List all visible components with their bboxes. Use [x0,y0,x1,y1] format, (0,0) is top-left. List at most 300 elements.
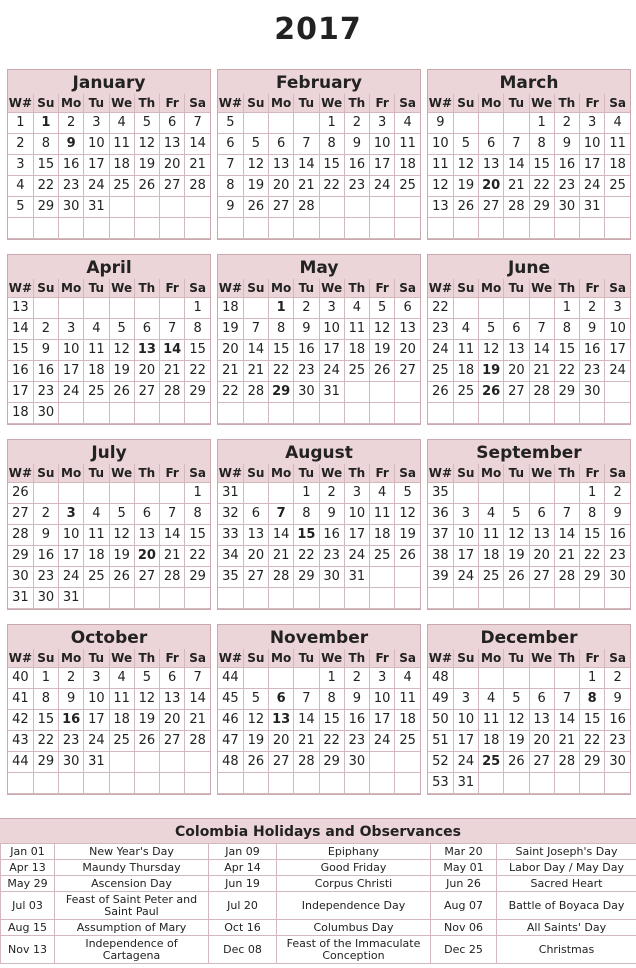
holiday-name: Sacred Heart [497,876,636,892]
day-cell: 2 [344,113,369,134]
day-cell [580,218,605,239]
week-row [8,218,210,239]
month-november [217,624,421,795]
week-row [218,689,420,710]
week-number: 27 [8,504,33,525]
day-cell: 17 [319,340,344,361]
week-row [428,773,630,794]
day-cell: 10 [59,340,84,361]
day-cell: 19 [134,155,159,176]
day-cell [160,197,185,218]
week-number [428,403,453,424]
day-cell: 9 [59,134,84,155]
day-cell: 3 [59,504,84,525]
day-cell [109,752,134,773]
week-number: 13 [428,197,453,218]
day-cell: 19 [134,710,159,731]
day-cell: 19 [109,546,134,567]
weekday-header: Tu [294,464,319,483]
weekday-header: Tu [84,279,109,298]
day-cell: 22 [580,546,605,567]
day-cell [554,588,579,609]
day-cell [479,773,504,794]
day-cell [243,483,268,504]
day-cell [580,773,605,794]
holiday-date: Dec 08 [209,936,277,964]
week-number: 11 [428,155,453,176]
day-cell: 29 [294,567,319,588]
day-cell [33,773,58,794]
day-cell: 14 [269,525,294,546]
week-number: 51 [428,731,453,752]
day-cell: 26 [243,752,268,773]
day-cell [109,483,134,504]
day-cell: 2 [554,113,579,134]
day-cell: 15 [185,340,210,361]
day-cell: 18 [479,546,504,567]
day-cell [160,752,185,773]
month-september [427,439,631,610]
week-row [8,668,210,689]
month-name: February [218,70,420,94]
day-cell: 5 [504,689,529,710]
week-row [218,218,420,239]
weekday-header: We [529,649,554,668]
day-cell: 25 [395,176,420,197]
day-cell [453,483,478,504]
month-name: October [8,625,210,649]
day-cell: 21 [269,546,294,567]
week-number: 24 [428,340,453,361]
holiday-name: Battle of Boyaca Day [497,892,636,920]
day-cell [479,483,504,504]
day-cell: 20 [504,361,529,382]
day-cell: 30 [580,382,605,403]
day-cell [504,218,529,239]
day-cell [605,218,630,239]
day-cell: 22 [554,361,579,382]
day-cell [84,403,109,424]
holiday-date: Dec 25 [431,936,497,964]
holiday-date: Mar 20 [431,844,497,860]
day-cell [319,403,344,424]
day-cell [504,403,529,424]
holiday-row [1,844,636,860]
day-cell: 5 [109,319,134,340]
day-cell: 16 [344,155,369,176]
day-cell: 28 [185,731,210,752]
day-cell: 25 [84,382,109,403]
week-row [428,504,630,525]
day-cell [269,773,294,794]
day-cell: 19 [243,731,268,752]
weekday-header: Fr [370,94,395,113]
weekday-header: Su [243,649,268,668]
day-cell: 22 [269,361,294,382]
day-cell: 16 [344,710,369,731]
day-cell: 30 [33,588,58,609]
day-cell: 2 [59,668,84,689]
day-cell [109,773,134,794]
day-cell: 27 [134,382,159,403]
week-row [428,113,630,134]
day-cell [319,773,344,794]
week-number: 4 [8,176,33,197]
month-name: August [218,440,420,464]
day-cell: 24 [344,546,369,567]
day-cell: 29 [185,382,210,403]
weekday-header: Mo [59,464,84,483]
day-cell: 7 [185,668,210,689]
month-january [7,69,211,240]
day-cell: 11 [84,525,109,546]
weekday-header: Fr [580,649,605,668]
week-number: 35 [218,567,243,588]
weekday-header: Sa [395,464,420,483]
weekday-header: W# [218,94,243,113]
weekday-header: We [109,464,134,483]
day-cell: 20 [160,155,185,176]
day-cell: 4 [395,668,420,689]
day-cell [160,483,185,504]
day-cell: 21 [554,731,579,752]
day-cell: 2 [605,483,630,504]
day-cell: 1 [269,298,294,319]
day-cell [134,298,159,319]
day-cell: 28 [269,567,294,588]
weekday-header: Fr [580,464,605,483]
day-cell: 18 [84,546,109,567]
day-cell: 27 [479,197,504,218]
day-cell: 15 [33,710,58,731]
day-cell [160,298,185,319]
week-number: 44 [8,752,33,773]
week-number: 34 [218,546,243,567]
holiday-row [1,920,636,936]
day-cell: 7 [554,504,579,525]
week-number: 20 [218,340,243,361]
weekday-header: W# [8,94,33,113]
day-cell: 5 [134,113,159,134]
day-cell: 28 [160,567,185,588]
day-cell: 21 [185,155,210,176]
day-cell: 29 [580,567,605,588]
day-cell [109,298,134,319]
day-cell [605,197,630,218]
day-cell: 19 [109,361,134,382]
day-cell: 29 [269,382,294,403]
day-cell: 31 [319,382,344,403]
day-cell: 6 [160,668,185,689]
day-cell: 4 [109,668,134,689]
weekday-header: Su [243,94,268,113]
day-cell: 25 [395,731,420,752]
week-row [218,752,420,773]
day-cell: 6 [134,504,159,525]
day-cell [269,403,294,424]
week-number: 29 [8,546,33,567]
day-cell: 31 [59,588,84,609]
weekday-header: Th [554,94,579,113]
month-name: January [8,70,210,94]
weekday-header: Mo [59,279,84,298]
holiday-row [1,892,636,920]
week-row [218,525,420,546]
day-cell [344,197,369,218]
holiday-date: Jul 03 [1,892,55,920]
day-cell: 17 [59,546,84,567]
day-cell: 7 [185,113,210,134]
day-cell [84,773,109,794]
day-cell: 23 [59,731,84,752]
month-december [427,624,631,795]
day-cell: 5 [243,134,268,155]
day-cell: 2 [59,113,84,134]
day-cell: 17 [580,155,605,176]
day-cell: 9 [554,134,579,155]
day-cell: 22 [529,176,554,197]
day-cell [134,403,159,424]
week-number: 36 [428,504,453,525]
day-cell: 23 [605,731,630,752]
weekday-header: W# [8,464,33,483]
day-cell [243,668,268,689]
day-cell [580,588,605,609]
day-cell [134,752,159,773]
week-row [428,319,630,340]
day-cell: 11 [344,319,369,340]
day-cell: 12 [370,319,395,340]
day-cell [84,298,109,319]
weekday-header: Su [33,94,58,113]
day-cell [269,588,294,609]
day-cell: 17 [84,710,109,731]
day-cell: 27 [134,567,159,588]
day-cell: 18 [395,155,420,176]
day-cell: 25 [605,176,630,197]
day-cell: 26 [479,382,504,403]
day-cell [269,113,294,134]
day-cell: 5 [243,689,268,710]
week-row [428,382,630,403]
weekday-header: We [319,464,344,483]
day-cell: 12 [453,155,478,176]
day-cell: 15 [319,710,344,731]
day-cell [84,483,109,504]
week-number: 26 [8,483,33,504]
weekday-header: Fr [160,279,185,298]
day-cell: 28 [243,382,268,403]
day-cell: 1 [554,298,579,319]
day-cell: 10 [370,689,395,710]
holiday-name: Good Friday [277,860,431,876]
day-cell: 23 [59,176,84,197]
week-row [428,752,630,773]
weekday-header: Tu [84,649,109,668]
day-cell [504,113,529,134]
day-cell: 7 [294,689,319,710]
day-cell: 24 [84,731,109,752]
day-cell: 28 [504,197,529,218]
month-table [428,279,630,424]
day-cell: 16 [33,546,58,567]
day-cell [504,588,529,609]
day-cell [294,218,319,239]
weekday-header: Su [33,464,58,483]
day-cell: 14 [529,340,554,361]
week-number [8,773,33,794]
day-cell: 14 [243,340,268,361]
holiday-row [1,876,636,892]
day-cell: 8 [319,689,344,710]
day-cell [395,403,420,424]
weekday-header: W# [428,649,453,668]
day-cell [59,773,84,794]
day-cell: 4 [479,689,504,710]
day-cell: 20 [269,176,294,197]
day-cell: 13 [269,710,294,731]
day-cell: 7 [243,319,268,340]
day-cell [504,298,529,319]
day-cell: 15 [33,155,58,176]
week-number: 10 [428,134,453,155]
day-cell: 26 [453,197,478,218]
day-cell: 9 [344,689,369,710]
day-cell: 29 [185,567,210,588]
week-row [428,588,630,609]
week-row [218,668,420,689]
day-cell [160,403,185,424]
day-cell: 15 [529,155,554,176]
day-cell [319,197,344,218]
day-cell: 16 [294,340,319,361]
day-cell [59,218,84,239]
day-cell [243,218,268,239]
day-cell [395,752,420,773]
week-number: 23 [428,319,453,340]
weekday-header: Mo [59,649,84,668]
weekday-header: We [529,279,554,298]
day-cell [529,588,554,609]
weekday-header: Su [33,649,58,668]
day-cell [605,588,630,609]
day-cell: 11 [395,134,420,155]
day-cell: 24 [605,361,630,382]
day-cell: 14 [554,710,579,731]
day-cell: 13 [395,319,420,340]
day-cell: 9 [344,134,369,155]
day-cell: 8 [294,504,319,525]
weekday-header: We [529,94,554,113]
day-cell: 25 [109,176,134,197]
day-cell: 22 [580,731,605,752]
day-cell [134,197,159,218]
holidays-title: Colombia Holidays and Observances [0,819,636,843]
week-number: 41 [8,689,33,710]
holiday-date: Nov 13 [1,936,55,964]
day-cell: 5 [479,319,504,340]
day-cell: 11 [395,689,420,710]
week-row [428,525,630,546]
day-cell [185,752,210,773]
day-cell [109,588,134,609]
day-cell: 4 [84,504,109,525]
day-cell [185,588,210,609]
week-number: 5 [8,197,33,218]
weekday-header: W# [8,649,33,668]
holiday-date: May 01 [431,860,497,876]
day-cell [479,113,504,134]
day-cell: 2 [319,483,344,504]
month-table [8,649,210,794]
day-cell [554,483,579,504]
day-cell: 23 [605,546,630,567]
day-cell [370,567,395,588]
day-cell: 10 [580,134,605,155]
week-row [8,588,210,609]
day-cell: 3 [453,504,478,525]
day-cell: 25 [109,731,134,752]
day-cell: 11 [84,340,109,361]
week-number: 21 [218,361,243,382]
day-cell [185,197,210,218]
day-cell: 7 [160,504,185,525]
day-cell: 24 [319,361,344,382]
day-cell [33,483,58,504]
week-number [218,403,243,424]
day-cell: 5 [453,134,478,155]
day-cell [109,197,134,218]
day-cell: 17 [453,546,478,567]
day-cell: 13 [479,155,504,176]
week-number: 5 [218,113,243,134]
day-cell: 25 [370,546,395,567]
day-cell: 15 [554,340,579,361]
day-cell: 30 [605,752,630,773]
day-cell: 12 [395,504,420,525]
week-row [8,176,210,197]
day-cell: 2 [294,298,319,319]
week-number: 9 [218,197,243,218]
day-cell: 21 [294,731,319,752]
week-number: 52 [428,752,453,773]
week-number: 22 [218,382,243,403]
day-cell: 7 [269,504,294,525]
day-cell [605,382,630,403]
day-cell [453,588,478,609]
weekday-header: Sa [605,649,630,668]
weekday-header: Mo [269,649,294,668]
day-cell: 25 [479,567,504,588]
day-cell: 21 [504,176,529,197]
weekday-header: Tu [504,649,529,668]
week-number: 49 [428,689,453,710]
day-cell: 3 [344,483,369,504]
day-cell: 14 [160,340,185,361]
weekday-header: W# [218,649,243,668]
day-cell: 6 [243,504,268,525]
day-cell [529,403,554,424]
day-cell: 3 [370,113,395,134]
week-row [8,689,210,710]
week-row [428,567,630,588]
day-cell: 12 [243,155,268,176]
day-cell: 11 [109,134,134,155]
month-october [7,624,211,795]
day-cell: 16 [33,361,58,382]
day-cell: 23 [580,361,605,382]
week-row [8,155,210,176]
